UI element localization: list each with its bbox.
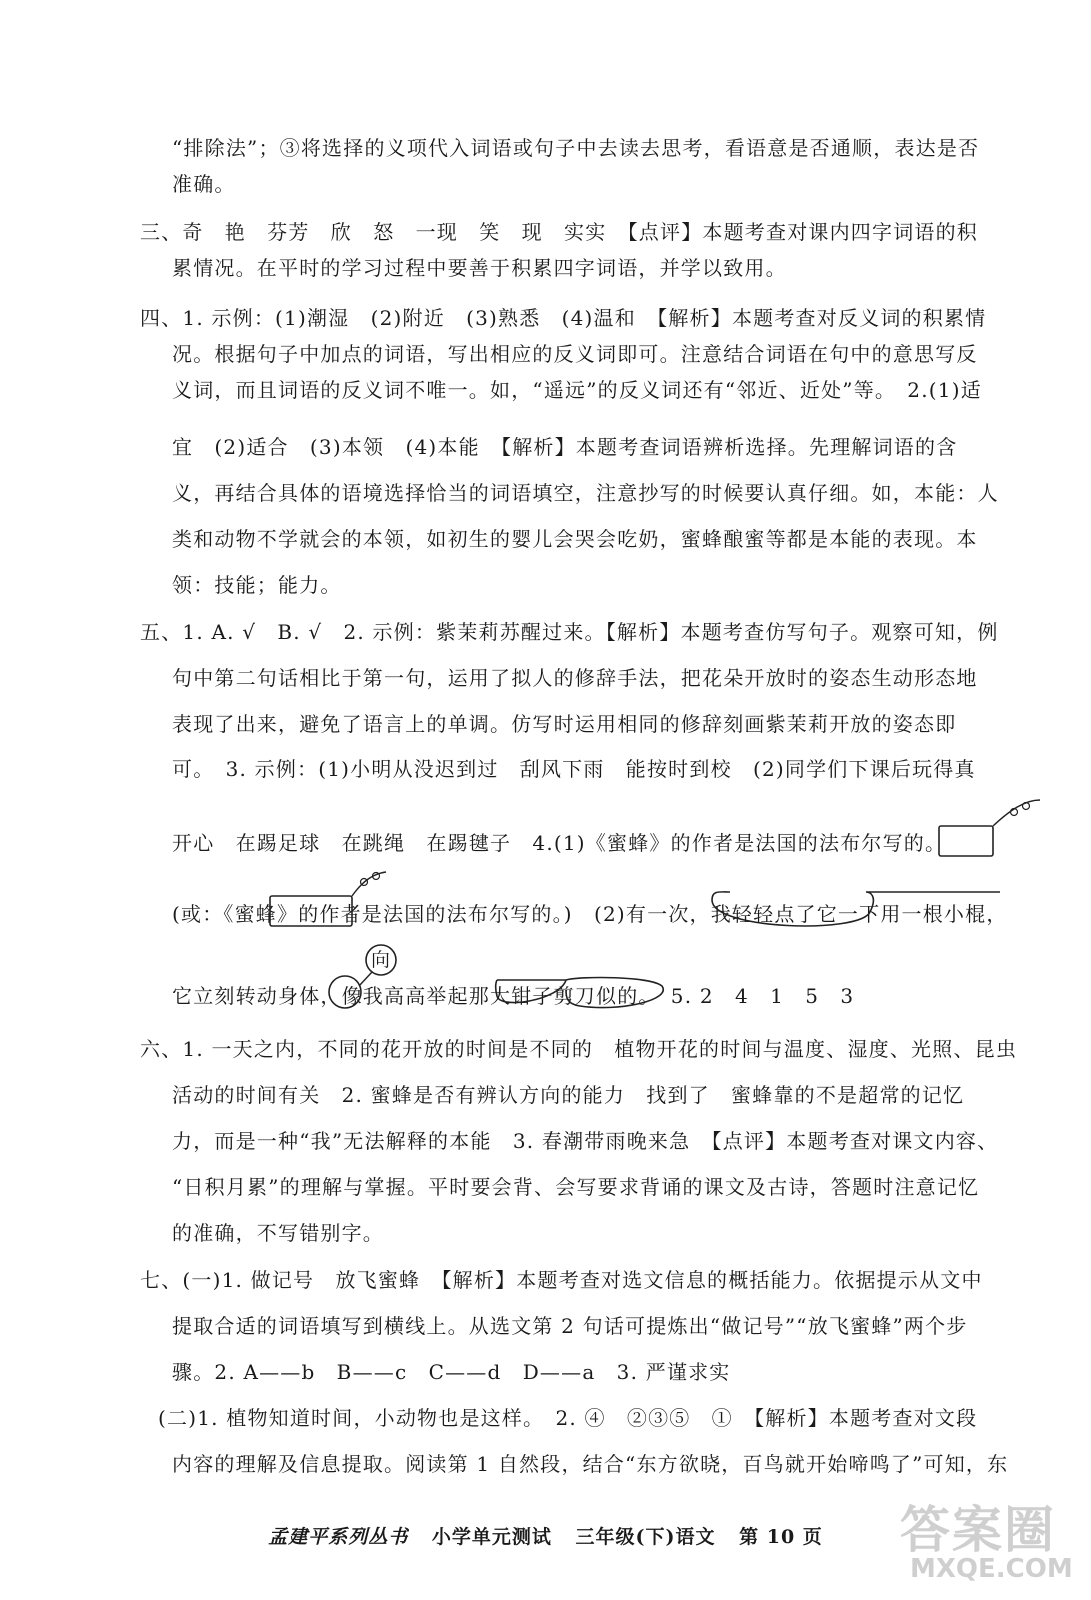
inserted-annotation-char: 向 (371, 949, 391, 971)
text-line: 活动的时间有关 2. 蜜蜂是否有辨认方向的能力 找到了 蜜蜂靠的不是超常的记忆 (172, 1083, 965, 1107)
footer-grade: 三年级(下)语文 (575, 1526, 716, 1548)
text-line: 七、(一)1. 做记号 放飞蜜蜂 【解析】本题考查对选文信息的概括能力。依据提示从文中 (140, 1268, 983, 1292)
watermark-logo (880, 1490, 1073, 1590)
text-line: 开心 在踢足球 在跳绳 在踢毽子 4.(1)《蜜蜂》的作者是法国的法布尔写的。 (172, 831, 947, 855)
text-line: 况。根据句子中加点的词语，写出相应的反义词即可。注意结合词语在句中的意思写反 (172, 342, 978, 366)
text-line: 义，再结合具体的语境选择恰当的词语填空，注意抄写的时候要认真仔细。如，本能：人 (172, 481, 999, 505)
text-line: 领：技能；能力。 (172, 573, 342, 597)
text-line: 内容的理解及信息提取。阅读第 1 自然段，结合“东方欲晓，百鸟就开始啼鸣了”可知，东 (172, 1452, 1009, 1476)
watermark-url: MXQE.COM (910, 1554, 1073, 1584)
text-line: 提取合适的词语填写到横线上。从选文第 2 句话可提炼出“做记号”“放飞蜜蜂”两个步 (172, 1314, 968, 1338)
text-line: 力，而是一种“我”无法解释的本能 3. 春潮带雨晚来急 【点评】本题考查对课文内容、 (172, 1129, 999, 1153)
text-line: 句中第二句话相比于第一句，运用了拟人的修辞手法，把花朵开放时的姿态生动形态地 (172, 666, 978, 690)
footer-book: 小学单元测试 (431, 1526, 552, 1548)
text-line: 累情况。在平时的学习过程中要善于积累四字词语，并学以致用。 (172, 256, 787, 280)
text-line: 骤。2. A——b B——c C——d D——a 3. 严谨求实 (172, 1360, 731, 1384)
text-line: (或：《蜜蜂》的作者是法国的法布尔写的。) (2)有一次，我轻轻点了它一下用一根小棍， (172, 902, 1008, 926)
text-line: (二)1. 植物知道时间，小动物也是这样。 2. ④ ②③⑤ ① 【解析】本题考查对文段 (158, 1406, 978, 1430)
footer-page-number: 第 10 页 (739, 1526, 823, 1548)
text-line: 类和动物不学就会的本领，如初生的婴儿会哭会吃奶，蜜蜂酿蜜等都是本能的表现。本 (172, 527, 978, 551)
text-line: 六、1. 一天之内，不同的花开放的时间是不同的 植物开花的时间与温度、湿度、光照、昆虫 (140, 1037, 1018, 1061)
text-line: “排除法”；③将选择的义项代入词语或句子中去读去思考，看语意是否通顺，表达是否 (172, 136, 980, 160)
text-line: 准确。 (172, 172, 236, 196)
footer-series: 孟建平系列丛书 (268, 1526, 409, 1548)
text-line: 义词，而且词语的反义词不唯一。如，“遥远”的反义词还有“邻近、近处”等。 2.(1)适 (172, 378, 982, 402)
text-line: 表现了出来，避免了语言上的单调。仿写时运用相同的修辞刻画紫茉莉开放的姿态即 (172, 712, 957, 736)
text-line: 宜 (2)适合 (3)本领 (4)本能 【解析】本题考查词语辨析选择。先理解词语的含 (172, 435, 958, 459)
text-line: 的准确，不写错别字。 (172, 1221, 384, 1245)
text-line: 它立刻转动身体，像我高高举起那大钳子剪刀似的。 5. 2 4 1 5 3 (172, 984, 855, 1008)
text-line: 三、奇 艳 芬芳 欣 怒 一现 笑 现 实实 【点评】本题考查对课内四字词语的积 (140, 220, 978, 244)
text-line: “日积月累”的理解与掌握。平时要会背、会写要求背诵的课文及古诗，答题时注意记忆 (172, 1175, 980, 1199)
text-line: 可。 3. 示例：(1)小明从没迟到过 刮风下雨 能按时到校 (2)同学们下课后玩得真 (172, 757, 976, 781)
text-line: 四、1. 示例：(1)潮湿 (2)附近 (3)熟悉 (4)温和 【解析】本题考查对反义词的积累情 (140, 306, 987, 330)
text-line: 五、1. A. √ B. √ 2. 示例：紫茉莉苏醒过来。【解析】本题考查仿写句子。观察可知，例 (140, 620, 999, 644)
watermark-logo-text: 答案圈 (900, 1501, 1056, 1559)
